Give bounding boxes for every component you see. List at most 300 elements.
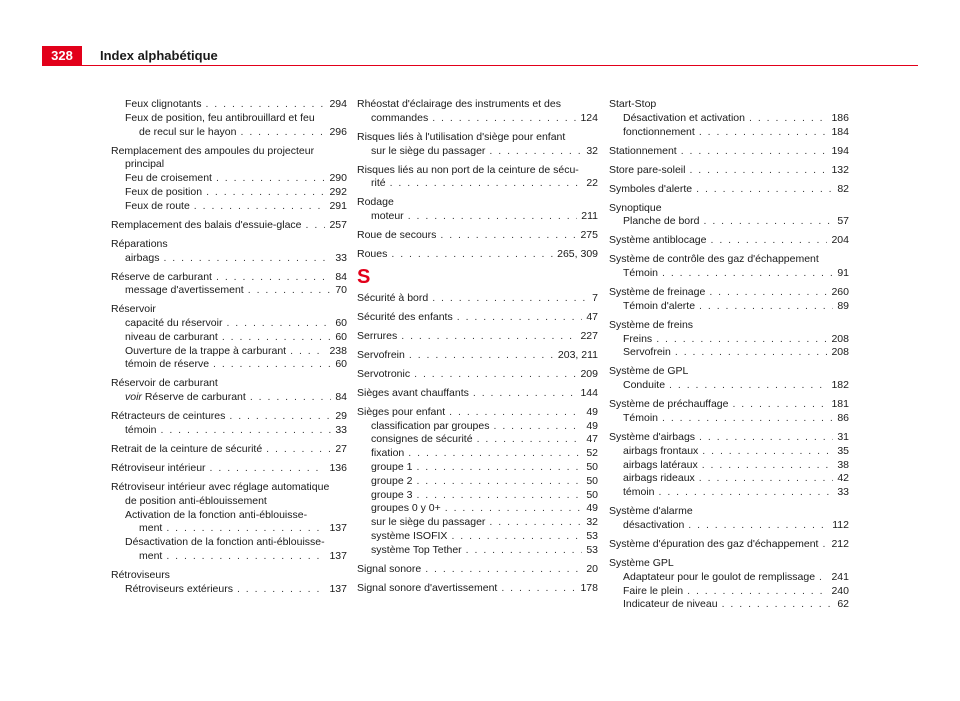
leader-dots: [669, 379, 827, 393]
index-entry: [609, 472, 849, 486]
entry-text: Témoin d'alerte: [623, 299, 696, 312]
entry-text: de recul sur le hayon: [139, 125, 237, 138]
entry-text: Retrait de la ceinture de sécurité: [111, 443, 263, 456]
index-entry: [609, 459, 849, 473]
index-entry: [609, 145, 849, 159]
leader-dots: [391, 248, 553, 262]
entry-text: Sécurité des enfants: [357, 310, 453, 323]
page-reference: 70: [335, 284, 347, 297]
leader-dots: [194, 200, 326, 214]
leader-dots: [662, 267, 833, 281]
leader-dots: [306, 219, 326, 233]
entry-text: Risques liés à l'utilisation d'siège pour enfant: [357, 130, 566, 143]
entry-text: Roue de secours: [357, 229, 437, 242]
index-entry: [357, 98, 598, 112]
page-reference: 292: [329, 185, 347, 198]
page-reference: 33: [837, 486, 849, 499]
index-entry: [357, 475, 598, 489]
entry-text: Système d'épuration des gaz d'échappement: [609, 537, 819, 550]
leader-dots: [709, 286, 827, 300]
index-column-3: [609, 98, 849, 612]
index-entry: [609, 398, 849, 412]
page-reference: 50: [586, 461, 598, 473]
leader-dots: [216, 271, 331, 285]
index-entry: [357, 387, 598, 401]
index-entry: [609, 300, 849, 314]
index-entry: [111, 377, 347, 391]
entry-text: airbags frontaux: [623, 444, 699, 457]
index-entry: [111, 345, 347, 359]
leader-dots: [688, 519, 828, 533]
entry-text: Sécurité à bord: [357, 291, 429, 304]
leader-dots: [266, 443, 331, 457]
index-entry: [609, 98, 849, 112]
index-entry: [111, 186, 347, 200]
index-entry: [609, 202, 849, 216]
index-entry: [111, 424, 347, 438]
index-entry: [609, 486, 849, 500]
leader-dots: [440, 229, 576, 243]
leader-dots: [250, 391, 331, 405]
page-reference: 50: [586, 488, 598, 501]
page-reference: 240: [831, 584, 849, 597]
leader-dots: [699, 300, 833, 314]
entry-text: Servofrein: [623, 346, 671, 359]
index-entry: [111, 112, 347, 126]
entry-text: ment: [139, 522, 163, 535]
header-rule: [82, 65, 918, 66]
entry-text: système ISOFIX: [371, 529, 448, 542]
entry-text: Rhéostat d'éclairage des instruments et des: [357, 98, 561, 110]
leader-dots: [451, 530, 582, 544]
entry-text: Système GPL: [609, 556, 674, 569]
leader-dots: [163, 252, 331, 266]
leader-dots: [710, 234, 827, 248]
entry-text: Store pare-soleil: [609, 163, 686, 176]
entry-text: Conduite: [623, 379, 666, 392]
page-reference: 32: [586, 516, 598, 529]
entry-text: Adaptateur pour le goulot de remplissage: [623, 570, 816, 583]
index-entry: [609, 538, 849, 552]
page-reference: 29: [335, 410, 347, 423]
index-entry: [111, 569, 347, 583]
entry-text: [125, 391, 246, 405]
page-reference: 208: [831, 332, 849, 345]
leader-dots: [702, 445, 833, 459]
index-entry: [609, 333, 849, 347]
index-entry: [111, 145, 347, 159]
entry-text: Système de freinage: [609, 286, 706, 299]
leader-dots: [699, 431, 833, 445]
entry-text: Rétracteurs de ceintures: [111, 410, 226, 423]
index-entry: [111, 522, 347, 536]
entry-text: Stationnement: [609, 144, 677, 157]
entry-text: Risques liés au non port de la ceinture de sécu-: [357, 163, 579, 176]
page-reference: 49: [586, 419, 598, 432]
entry-text: Freins: [623, 332, 653, 345]
index-entry: [357, 248, 598, 262]
index-entry: [357, 489, 598, 503]
leader-dots: [213, 358, 331, 372]
entry-text: Remplacement des ampoules du projecteur: [111, 144, 315, 157]
page-reference: 265, 309: [557, 248, 598, 261]
index-entry: [357, 420, 598, 434]
index-entry: [609, 346, 849, 360]
index-entry: [609, 365, 849, 379]
index-entry: [357, 229, 598, 243]
index-entry: [357, 177, 598, 191]
page-reference: 49: [586, 502, 598, 515]
index-column-1: [111, 98, 347, 597]
entry-text: Feu de croisement: [125, 172, 212, 185]
entry-label: Réserve de carburant: [144, 391, 246, 404]
index-entry: [609, 112, 849, 126]
page-reference: 53: [586, 529, 598, 542]
index-entry: [357, 502, 598, 516]
leader-dots: [416, 475, 582, 489]
index-entry: [111, 358, 347, 372]
entry-text: airbags latéraux: [623, 458, 698, 471]
entry-text: Start-Stop: [609, 98, 657, 110]
page-reference: 238: [329, 344, 347, 357]
entry-text: témoin de réserve: [125, 358, 210, 371]
index-entry: [609, 234, 849, 248]
entry-text: Rétroviseur intérieur: [111, 462, 206, 475]
entry-text: Système de contrôle des gaz d'échappement: [609, 253, 819, 266]
index-entry: [357, 210, 598, 224]
index-entry: [111, 303, 347, 317]
page-reference: 33: [335, 251, 347, 264]
leader-dots: [659, 486, 834, 500]
entry-text: sur le siège du passager: [371, 516, 486, 529]
index-entry: [111, 252, 347, 266]
page-reference: 60: [335, 317, 347, 330]
index-entry: [357, 145, 598, 159]
page-reference: 296: [329, 125, 347, 138]
page-reference: 178: [580, 581, 598, 594]
entry-text: de position anti-éblouissement: [125, 494, 267, 507]
page-reference: 89: [837, 299, 849, 312]
page-reference: 137: [329, 582, 347, 595]
page-reference: 50: [586, 474, 598, 487]
index-entry: [609, 557, 849, 571]
entry-text: Ouverture de la trappe à carburant: [125, 344, 287, 357]
page-reference: 257: [329, 218, 347, 231]
leader-dots: [681, 145, 828, 159]
entry-text: Synoptique: [609, 201, 662, 214]
index-entry: [357, 112, 598, 126]
leader-dots: [414, 368, 576, 382]
entry-text: Serrures: [357, 329, 398, 342]
entry-text: classification par groupes: [371, 419, 490, 432]
index-entry: [111, 271, 347, 285]
page-reference: 53: [586, 543, 598, 556]
entry-text: Témoin: [623, 267, 659, 280]
index-entry: [609, 585, 849, 599]
entry-text: Réservoir de carburant: [111, 377, 218, 390]
page-reference: 203, 211: [557, 348, 598, 361]
entry-text: principal: [125, 158, 165, 171]
index-entry: [609, 379, 849, 393]
leader-dots: [166, 522, 325, 536]
index-entry: [357, 330, 598, 344]
entry-text: fixation: [371, 447, 405, 460]
leader-dots: [248, 284, 332, 298]
page-reference: 124: [580, 111, 598, 124]
leader-dots: [390, 177, 583, 191]
index-entry: [111, 462, 347, 476]
leader-dots: [699, 126, 828, 140]
page-reference: 84: [335, 391, 347, 404]
index-entry: [609, 164, 849, 178]
entry-text: Système d'alarme: [609, 505, 693, 518]
page-reference: 52: [586, 447, 598, 460]
index-entry: [111, 172, 347, 186]
index-entry: [111, 410, 347, 424]
see-reference: voir: [125, 391, 142, 404]
leader-dots: [702, 459, 834, 473]
page-reference: 241: [831, 570, 849, 583]
entry-text: moteur: [371, 210, 404, 223]
leader-dots: [216, 172, 326, 186]
leader-dots: [416, 461, 582, 475]
entry-text: rité: [371, 177, 386, 190]
page-reference: 20: [586, 562, 598, 575]
entry-text: Système de préchauffage: [609, 398, 729, 411]
leader-dots: [662, 412, 833, 426]
page-reference: 132: [831, 163, 849, 176]
entry-text: airbags rideaux: [623, 472, 695, 485]
entry-text: groupe 1: [371, 461, 413, 473]
leader-dots: [432, 292, 588, 306]
leader-dots: [473, 387, 577, 401]
page-reference: 209: [580, 367, 598, 380]
page-reference: 291: [329, 199, 347, 212]
leader-dots: [425, 563, 582, 577]
page-reference: 57: [837, 215, 849, 228]
entry-text: Système d'airbags: [609, 431, 696, 443]
index-entry: [111, 317, 347, 331]
leader-dots: [222, 331, 331, 345]
entry-text: Roues: [357, 248, 388, 261]
index-entry: [357, 461, 598, 475]
leader-dots: [822, 538, 827, 552]
leader-dots: [722, 598, 834, 612]
entry-text: Remplacement des balais d'essuie-glace: [111, 218, 302, 231]
page-reference: 32: [586, 144, 598, 157]
index-entry: [111, 284, 347, 298]
leader-dots: [696, 183, 833, 197]
leader-dots: [161, 424, 332, 438]
index-entry: [357, 530, 598, 544]
index-entry: [609, 319, 849, 333]
index-entry: [111, 126, 347, 140]
leader-dots: [689, 164, 827, 178]
entry-text: Feux de route: [125, 199, 190, 212]
leader-dots: [206, 186, 325, 200]
index-entry: [609, 505, 849, 519]
index-entry: [111, 158, 347, 172]
index-entry: [609, 126, 849, 140]
index-entry: [111, 443, 347, 457]
index-entry: [111, 583, 347, 597]
entry-text: Rétroviseurs: [111, 568, 170, 581]
leader-dots: [732, 398, 827, 412]
entry-text: Feux de position: [125, 185, 203, 198]
page-reference: 137: [329, 522, 347, 535]
page-reference: 184: [831, 125, 849, 138]
page-reference: 290: [329, 172, 347, 185]
page-reference: 22: [586, 177, 598, 190]
entry-text: système Top Tether: [371, 543, 462, 556]
page-number: 328: [42, 46, 82, 66]
entry-text: Rétroviseurs extérieurs: [125, 582, 233, 595]
page-reference: 60: [335, 330, 347, 343]
leader-dots: [166, 550, 325, 564]
index-entry: [609, 412, 849, 426]
index-entry: [111, 550, 347, 564]
page-reference: 294: [329, 98, 347, 110]
index-entry: [609, 286, 849, 300]
index-entry: [111, 200, 347, 214]
index-entry: [609, 215, 849, 229]
leader-dots: [687, 585, 827, 599]
leader-dots: [819, 571, 827, 585]
entry-text: Système de freins: [609, 318, 694, 331]
page-reference: 38: [837, 458, 849, 471]
entry-text: Indicateur de niveau: [623, 598, 718, 611]
page-reference: 27: [335, 443, 347, 456]
index-entry: [357, 516, 598, 530]
leader-dots: [416, 489, 582, 503]
leader-dots: [449, 406, 582, 420]
index-entry: [357, 292, 598, 306]
entry-text: groupe 3: [371, 488, 413, 501]
entry-text: témoin: [125, 424, 157, 437]
index-entry: [609, 445, 849, 459]
entry-text: message d'avertissement: [125, 284, 244, 297]
page-reference: 260: [831, 286, 849, 299]
entry-text: Rétroviseur intérieur avec réglage automatique: [111, 481, 330, 493]
entry-text: désactivation: [623, 518, 685, 531]
page-reference: 82: [837, 182, 849, 195]
index-entry: [357, 563, 598, 577]
page-reference: 42: [837, 472, 849, 485]
index-entry: [357, 582, 598, 596]
entry-text: sur le siège du passager: [371, 144, 486, 157]
leader-dots: [703, 215, 833, 229]
index-entry: [111, 495, 347, 509]
leader-dots: [489, 145, 582, 159]
page-reference: 84: [335, 270, 347, 283]
index-entry: [357, 131, 598, 145]
leader-dots: [699, 472, 834, 486]
leader-dots: [675, 346, 828, 360]
page-reference: 47: [586, 433, 598, 446]
page-title: Index alphabétique: [100, 48, 218, 63]
entry-text: Servotronic: [357, 367, 411, 380]
index-entry: [609, 431, 849, 445]
page-reference: 86: [837, 412, 849, 425]
index-entry: [609, 519, 849, 533]
entry-text: Faire le plein: [623, 584, 684, 597]
page-reference: 144: [580, 386, 598, 399]
page-reference: 186: [831, 111, 849, 124]
entry-text: niveau de carburant: [125, 330, 218, 343]
index-entry: [357, 164, 598, 178]
page-reference: 35: [837, 444, 849, 457]
entry-text: Signal sonore d'avertissement: [357, 581, 498, 594]
page-reference: 33: [335, 424, 347, 437]
leader-dots: [489, 516, 582, 530]
index-entry: [609, 571, 849, 585]
page-reference: 112: [832, 518, 849, 531]
leader-dots: [477, 433, 583, 447]
page-reference: 47: [586, 310, 598, 323]
entry-text: Activation de la fonction anti-éblouisse-: [125, 508, 308, 521]
leader-dots: [205, 98, 325, 112]
page-reference: 49: [586, 405, 598, 418]
entry-text: Feux clignotants: [125, 98, 202, 110]
leader-dots: [237, 583, 326, 597]
index-entry: [609, 183, 849, 197]
leader-dots: [240, 126, 325, 140]
index-entry: [357, 311, 598, 325]
index-entry: [111, 98, 347, 112]
leader-dots: [229, 410, 331, 424]
leader-dots: [501, 582, 576, 596]
index-entry: [111, 219, 347, 233]
entry-text: Signal sonore: [357, 562, 422, 575]
leader-dots: [409, 349, 554, 363]
page-reference: 60: [335, 358, 347, 371]
entry-text: groupes 0 y 0+: [371, 502, 441, 515]
index-entry: [357, 433, 598, 447]
index-entry: [111, 238, 347, 252]
leader-dots: [457, 311, 583, 325]
index-entry: [609, 598, 849, 612]
entry-text: Réserve de carburant: [111, 270, 212, 283]
index-entry: [357, 447, 598, 461]
entry-text: capacité du réservoir: [125, 317, 223, 330]
page-reference: 31: [837, 431, 849, 443]
page-reference: 136: [329, 462, 347, 475]
leader-dots: [408, 447, 582, 461]
index-entry: [357, 544, 598, 558]
index-entry: [357, 406, 598, 420]
leader-dots: [290, 345, 325, 359]
leader-dots: [493, 420, 582, 434]
index-entry: [111, 509, 347, 523]
entry-text: Réservoir: [111, 303, 156, 316]
leader-dots: [210, 462, 326, 476]
entry-text: Désactivation et activation: [623, 111, 745, 124]
entry-text: Réparations: [111, 237, 168, 250]
index-column-2: [357, 98, 598, 596]
leader-dots: [656, 333, 827, 347]
entry-text: Feux de position, feu antibrouillard et feu: [125, 111, 315, 124]
page-header: [42, 46, 918, 66]
index-entry: [111, 391, 347, 405]
page-reference: 181: [831, 398, 849, 411]
entry-text: ment: [139, 549, 163, 562]
entry-text: témoin: [623, 486, 655, 499]
section-letter: S: [357, 265, 371, 288]
page-reference: 227: [580, 329, 598, 342]
index-entry: [111, 536, 347, 550]
entry-text: consignes de sécurité: [371, 433, 473, 446]
leader-dots: [408, 210, 578, 224]
